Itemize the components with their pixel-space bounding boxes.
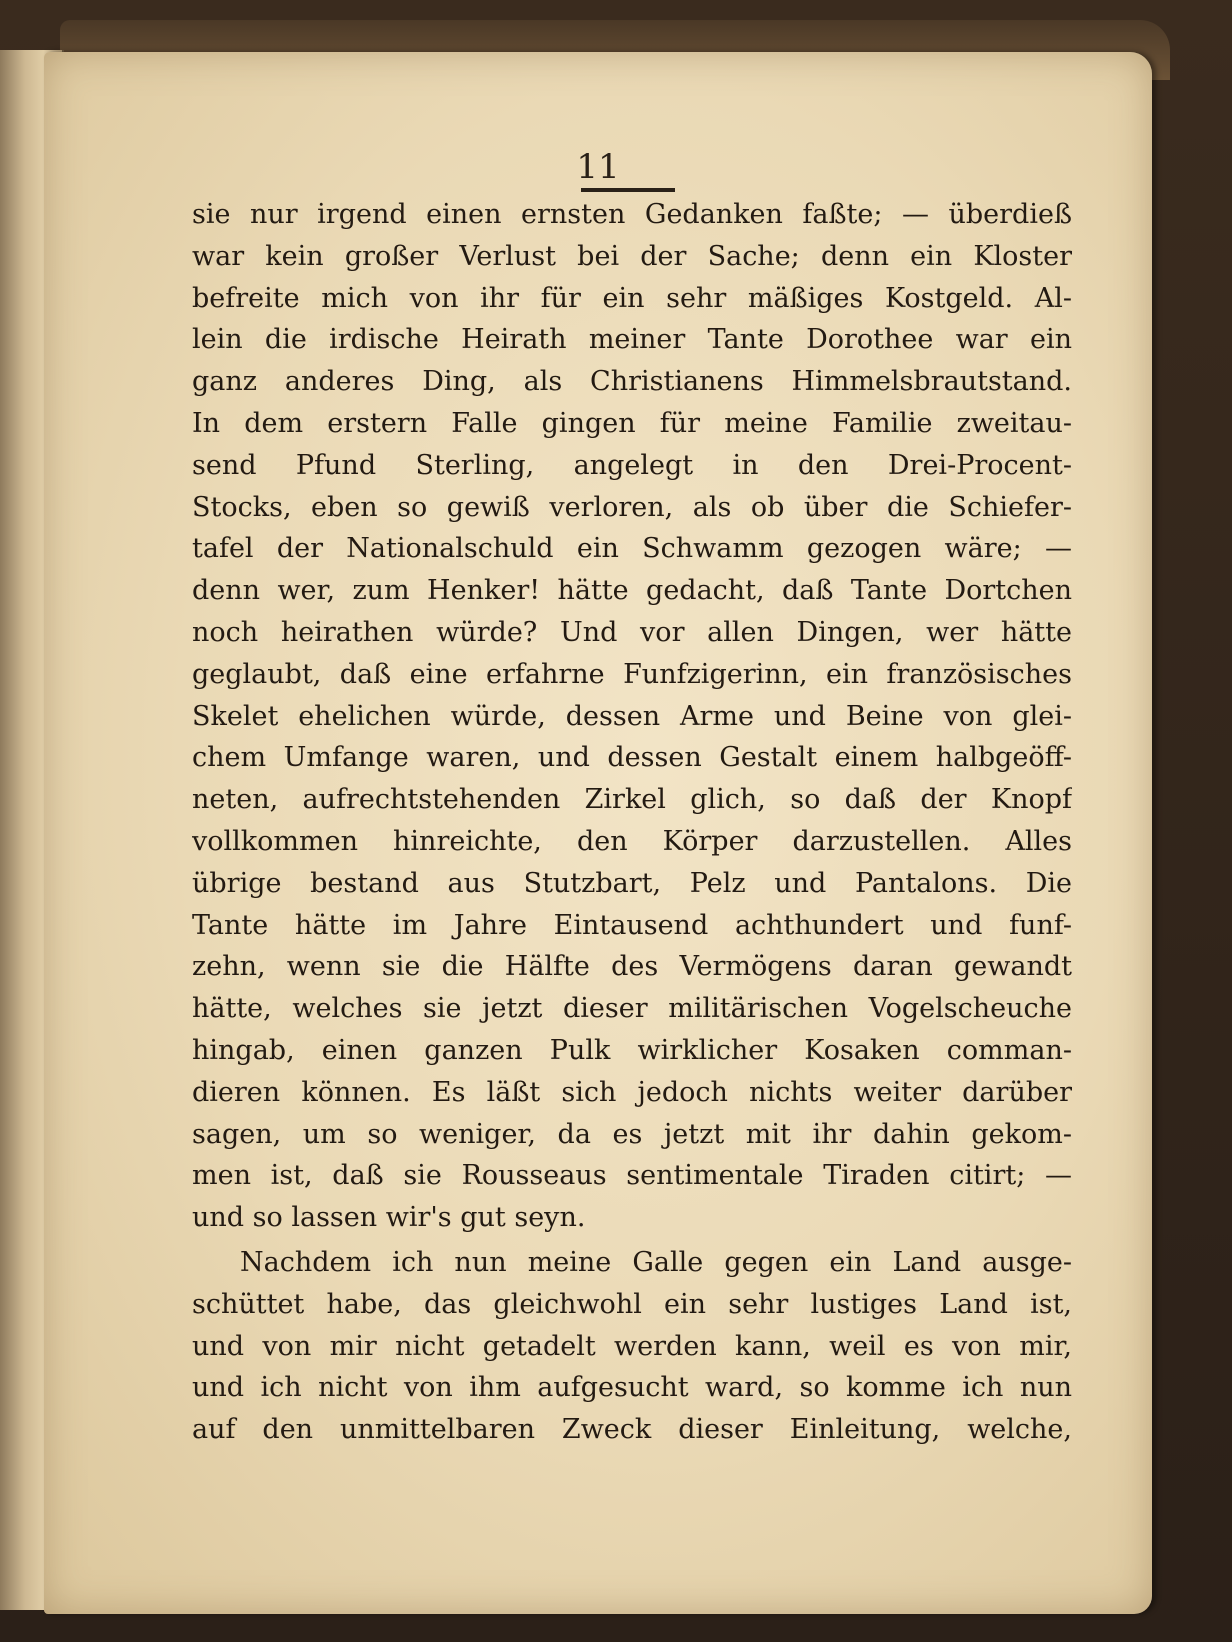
text-line: lein die irdische Heirath meiner Tante Dorothee war ein [192, 324, 1072, 356]
text-line: schüttet habe, das gleichwohl ein sehr lustiges Land ist, [192, 1288, 1072, 1320]
text-line: tafel der Nationalschuld ein Schwamm gezogen wäre; — [192, 533, 1072, 565]
text-line: Skelet ehelichen würde, dessen Arme und Beine von glei- [192, 700, 1072, 732]
text-line: send Pfund Sterling, angelegt in den Drei-Procent- [192, 449, 1072, 481]
text-line: Tante hätte im Jahre Eintausend achthundert und funf- [192, 909, 1072, 941]
text-line: und ich nicht von ihm aufgesucht ward, so komme ich nun [192, 1372, 1072, 1404]
text-line: noch heirathen würde? Und vor allen Dingen, wer hätte [192, 616, 1072, 648]
text-line: und von mir nicht getadelt werden kann, weil es von mir, [192, 1330, 1072, 1362]
text-line: hätte, welches sie jetzt dieser militärischen Vogelscheuche [192, 993, 1072, 1025]
text-line: und so lassen wir's gut seyn. [192, 1202, 586, 1234]
text-line: zehn, wenn sie die Hälfte des Vermögens daran gewandt [192, 951, 1072, 983]
text-line: übrige bestand aus Stutzbart, Pelz und Pantalons. Die [192, 867, 1072, 899]
page-number-rule [581, 188, 675, 192]
text-line: men ist, daß sie Rousseaus sentimentale Tiraden citirt; — [192, 1160, 1072, 1192]
page-number: 11 [576, 147, 620, 187]
text-line: sagen, um so weniger, da es jetzt mit ihr dahin gekom- [192, 1118, 1072, 1150]
text-line: neten, aufrechtstehenden Zirkel glich, so daß der Knopf [192, 784, 1072, 816]
text-line: geglaubt, daß eine erfahrne Funfzigerinn, ein französisches [192, 658, 1072, 690]
text-line: dieren können. Es läßt sich jedoch nichts weiter darüber [192, 1076, 1072, 1108]
text-line: sie nur irgend einen ernsten Gedanken faßte; — überdieß [192, 199, 1072, 230]
text-line: denn wer, zum Henker! hätte gedacht, daß Tante Dortchen [192, 575, 1072, 607]
text-line: ganz anderes Ding, als Christianens Himmelsbrautstand. [192, 366, 1072, 398]
text-line: In dem erstern Falle gingen für meine Familie zweitau- [192, 407, 1072, 439]
text-line: auf den unmittelbaren Zweck dieser Einleitung, welche, [192, 1414, 1072, 1446]
page-sheet [44, 52, 1152, 1614]
text-line: befreite mich von ihr für ein sehr mäßiges Kostgeld. Al- [192, 282, 1072, 314]
text-line: vollkommen hinreichte, den Körper darzustellen. Alles [192, 825, 1072, 857]
text-line: chem Umfange waren, und dessen Gestalt einem halbgeöff- [192, 742, 1072, 774]
body-text [192, 194, 1072, 1451]
text-line: Nachdem ich nun meine Galle gegen ein Land ausge- [240, 1246, 1072, 1278]
text-line: hingab, einen ganzen Pulk wirklicher Kosaken comman- [192, 1034, 1072, 1066]
text-line: Stocks, eben so gewiß verloren, als ob über die Schiefer- [192, 491, 1072, 523]
text-line: war kein großer Verlust bei der Sache; denn ein Kloster [192, 240, 1072, 272]
